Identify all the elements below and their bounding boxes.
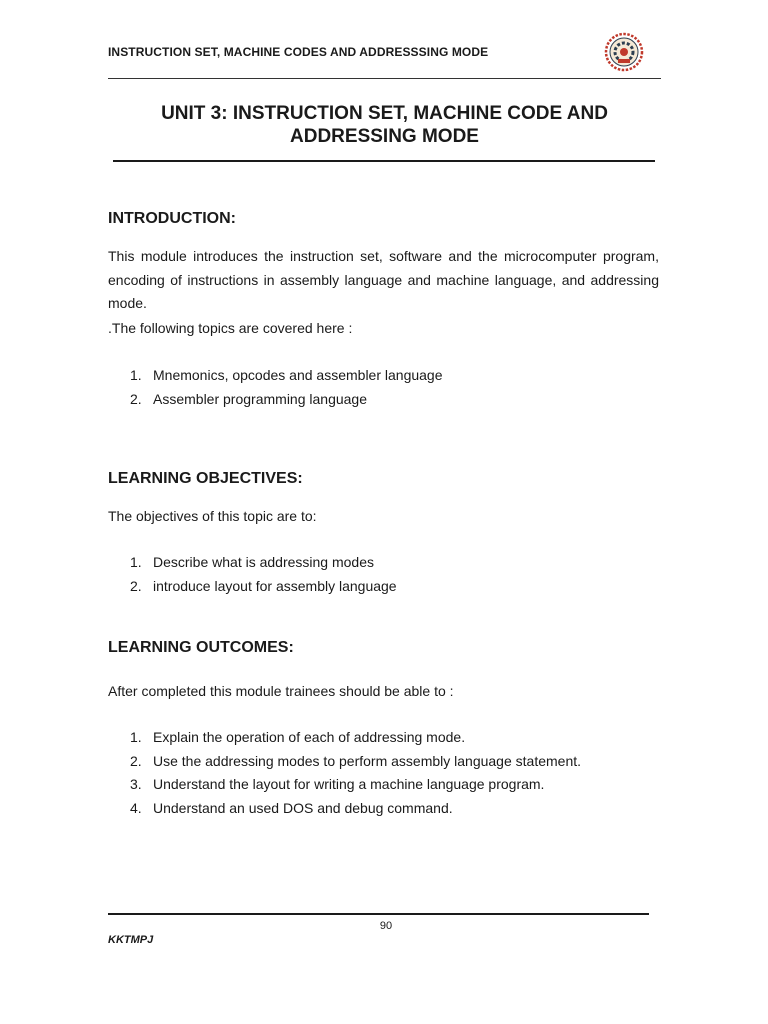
institution-logo-icon: [604, 32, 644, 72]
topics-list: [130, 364, 443, 411]
outcomes-heading: LEARNING OUTCOMES:: [108, 639, 294, 656]
header-rule: [108, 78, 661, 79]
list-item: [130, 575, 397, 599]
objectives-heading: LEARNING OBJECTIVES:: [108, 470, 303, 487]
list-item: [130, 388, 443, 412]
list-item-number: 2.: [130, 390, 142, 407]
footer-code: KKTMPJ: [108, 934, 154, 946]
list-item-number: 1.: [130, 367, 142, 383]
list-item-number: 1.: [130, 729, 142, 745]
list-item-number: 1.: [130, 554, 142, 570]
footer-rule: [108, 913, 649, 915]
list-item: [130, 551, 397, 575]
list-item: [130, 750, 581, 774]
list-item-number: 2.: [130, 577, 142, 594]
page-title: [108, 102, 661, 148]
list-item-number: 3.: [130, 776, 142, 793]
page-title-line-1: UNIT 3: INSTRUCTION SET, MACHINE CODE AND: [161, 103, 608, 124]
title-rule: [113, 160, 655, 162]
list-item-text: Explain the operation of each of addressing mode.: [153, 729, 466, 745]
topics-intro: .The following topics are covered here :: [108, 320, 353, 336]
page-title-line-2: ADDRESSING MODE: [290, 126, 479, 147]
list-item-text: Assembler programming language: [153, 390, 367, 407]
list-item-text: Understand the layout for writing a machine language program.: [153, 776, 545, 793]
list-item-number: 4.: [130, 799, 142, 816]
list-item-text: Use the addressing modes to perform assembly language statement.: [153, 752, 582, 769]
list-item-text: Understand an used DOS and debug command.: [153, 799, 453, 816]
list-item-text: Mnemonics, opcodes and assembler language: [153, 367, 443, 383]
objectives-list: [130, 551, 397, 598]
list-item: [130, 364, 443, 388]
introduction-heading: INTRODUCTION:: [108, 210, 236, 227]
running-header: INSTRUCTION SET, MACHINE CODES AND ADDRESSSING MODE: [108, 45, 489, 59]
page-number: 90: [379, 920, 393, 932]
list-item: [130, 726, 581, 750]
introduction-paragraph: This module introduces the instruction set, software and the microcomputer program, encoding of instructions in assembly language and machine language, and addressing mode.: [108, 248, 659, 311]
objectives-intro: The objectives of this topic are to:: [108, 508, 317, 524]
list-item-number: 2.: [130, 752, 142, 769]
list-item: [130, 797, 581, 821]
list-item: [130, 773, 581, 797]
outcomes-list: [130, 726, 581, 820]
list-item-text: Describe what is addressing modes: [153, 554, 374, 570]
outcomes-intro: After completed this module trainees should be able to :: [108, 683, 454, 699]
list-item-text: introduce layout for assembly language: [153, 577, 397, 594]
